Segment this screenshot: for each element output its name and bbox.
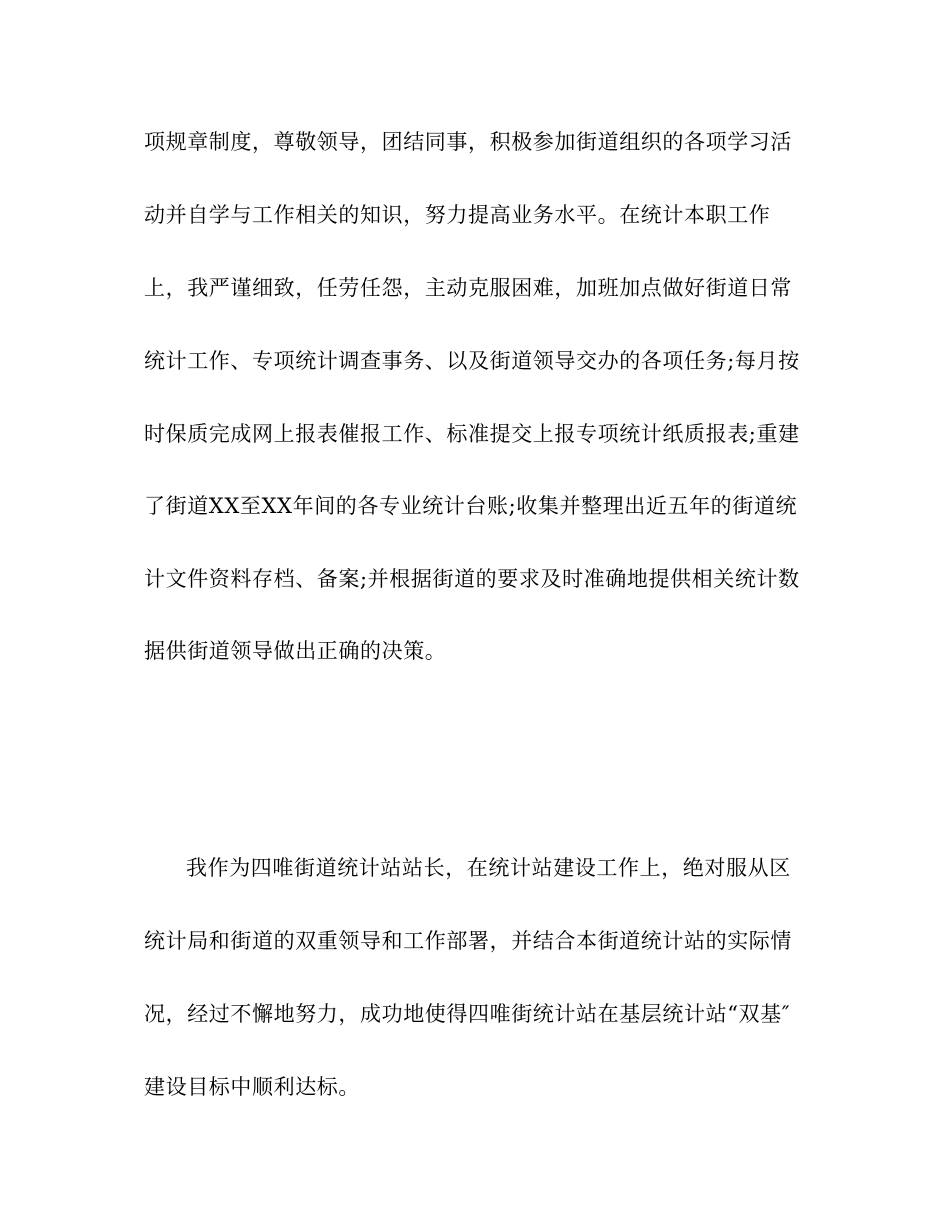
paragraph-line: 况，经过不懈地努力，成功地使得四唯街统计站在基层统计站“双基″: [144, 1002, 791, 1026]
paragraph-line: 了街道XX至XX年间的各专业统计台账;收集并整理出近五年的街道统: [144, 494, 798, 518]
paragraph-line: 时保质完成网上报表催报工作、标准提交上报专项统计纸质报表;重建: [144, 422, 800, 446]
paragraph-line: 统计局和街道的双重领导和工作部署，并结合本街道统计站的实际情: [144, 929, 792, 953]
paragraph-line: 动并自学与工作相关的知识，努力提高业务水平。在统计本职工作: [144, 203, 771, 227]
paragraph-line: 建设目标中顺利达标。: [144, 1075, 360, 1099]
paragraph-line: 我作为四唯街道统计站站长，在统计站建设工作上，绝对服从区: [186, 856, 791, 880]
paragraph-line: 统计工作、专项统计调查事务、以及街道领导交办的各项任务;每月按: [144, 349, 800, 373]
paragraph-line: 项规章制度，尊敬领导，团结同事，积极参加街道组织的各项学习活: [144, 130, 792, 154]
paragraph-line: 据供街道领导做出正确的决策。: [144, 639, 447, 663]
paragraph-line: 计文件资料存档、备案;并根据街道的要求及时准确地提供相关统计数: [144, 567, 800, 591]
paragraph-line: 上，我严谨细致，任劳任怨，主动克服困难，加班加点做好街道日常: [144, 276, 792, 300]
